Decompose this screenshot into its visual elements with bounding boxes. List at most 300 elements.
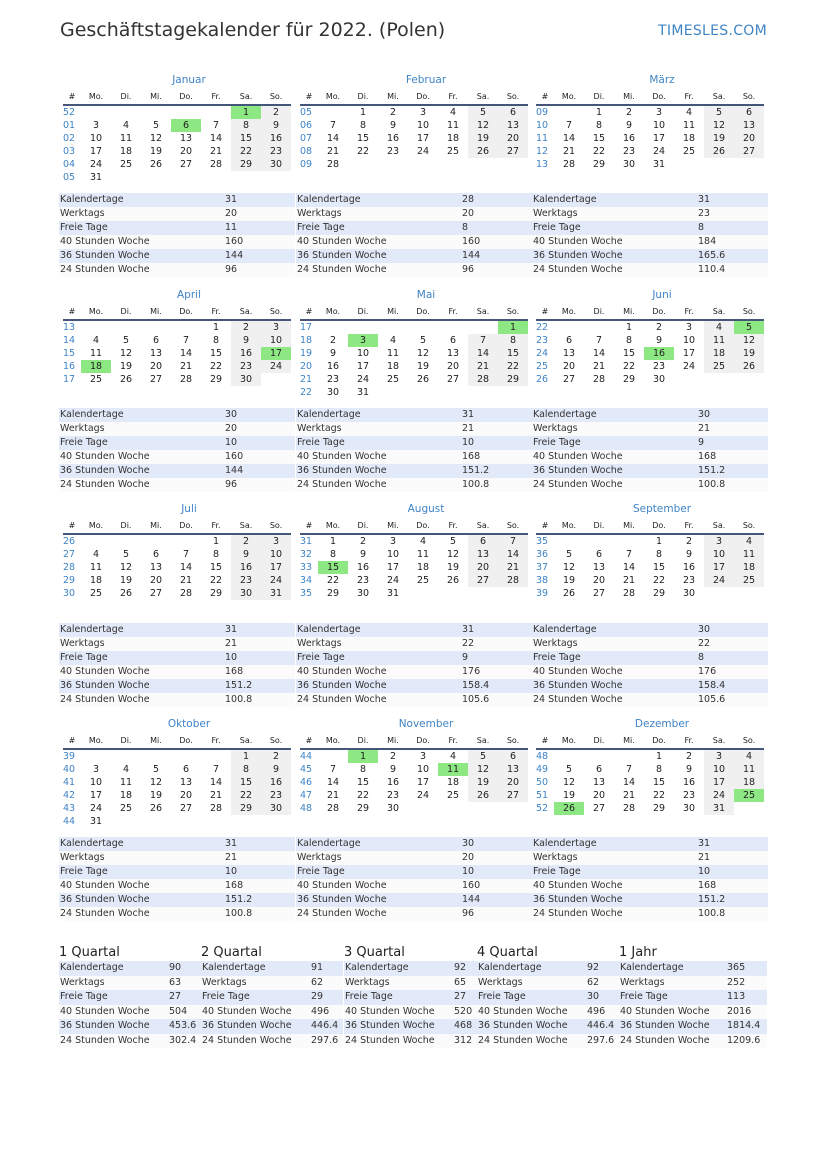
day-cell[interactable]: 21 xyxy=(209,146,223,157)
day-cell[interactable]: 18 xyxy=(446,133,460,144)
day-cell[interactable]: 21 xyxy=(326,146,340,157)
day-cell[interactable]: 26 xyxy=(562,588,576,599)
day-cell[interactable]: 1 xyxy=(655,536,663,547)
day-cell[interactable]: 20 xyxy=(734,132,764,145)
holiday-cell[interactable]: 5 xyxy=(734,320,764,334)
day-cell[interactable]: 26 xyxy=(149,803,163,814)
day-cell[interactable]: 13 xyxy=(179,133,193,144)
day-cell[interactable]: 12 xyxy=(468,763,498,776)
day-cell[interactable]: 28 xyxy=(562,159,576,170)
day-cell[interactable]: 30 xyxy=(682,803,696,814)
day-cell[interactable]: 10 xyxy=(89,133,103,144)
day-cell[interactable]: 6 xyxy=(449,335,457,346)
day-cell[interactable]: 11 xyxy=(446,120,460,131)
day-cell[interactable]: 28 xyxy=(622,588,636,599)
holiday-cell[interactable]: 3 xyxy=(348,334,378,347)
day-cell[interactable]: 8 xyxy=(212,335,220,346)
day-cell[interactable]: 31 xyxy=(652,159,666,170)
day-cell[interactable]: 21 xyxy=(209,790,223,801)
day-cell[interactable]: 9 xyxy=(685,764,693,775)
day-cell[interactable]: 11 xyxy=(734,548,764,561)
day-cell[interactable]: 4 xyxy=(92,549,100,560)
day-cell[interactable]: 2 xyxy=(329,335,337,346)
day-cell[interactable]: 29 xyxy=(209,588,223,599)
day-cell[interactable]: 9 xyxy=(685,549,693,560)
day-cell[interactable]: 17 xyxy=(416,133,430,144)
day-cell[interactable]: 29 xyxy=(652,588,666,599)
day-cell[interactable]: 5 xyxy=(122,549,130,560)
day-cell[interactable]: 6 xyxy=(595,549,603,560)
day-cell[interactable]: 28 xyxy=(326,803,340,814)
day-cell[interactable]: 5 xyxy=(449,536,457,547)
day-cell[interactable]: 5 xyxy=(704,105,734,119)
day-cell[interactable]: 2 xyxy=(359,536,367,547)
day-cell[interactable]: 12 xyxy=(446,549,460,560)
day-cell[interactable]: 7 xyxy=(468,334,498,347)
day-cell[interactable]: 30 xyxy=(261,802,291,815)
day-cell[interactable]: 22 xyxy=(652,790,666,801)
day-cell[interactable]: 19 xyxy=(149,790,163,801)
day-cell[interactable]: 28 xyxy=(179,374,193,385)
day-cell[interactable]: 2 xyxy=(625,107,633,118)
day-cell[interactable]: 13 xyxy=(498,763,528,776)
day-cell[interactable]: 1 xyxy=(329,536,337,547)
day-cell[interactable]: 13 xyxy=(498,119,528,132)
day-cell[interactable]: 8 xyxy=(231,119,261,132)
day-cell[interactable]: 29 xyxy=(326,588,340,599)
day-cell[interactable]: 20 xyxy=(179,790,193,801)
day-cell[interactable]: 17 xyxy=(682,348,696,359)
day-cell[interactable]: 7 xyxy=(625,764,633,775)
day-cell[interactable]: 15 xyxy=(592,133,606,144)
day-cell[interactable]: 11 xyxy=(416,549,430,560)
holiday-cell[interactable]: 15 xyxy=(318,561,348,574)
day-cell[interactable]: 9 xyxy=(389,764,397,775)
day-cell[interactable]: 18 xyxy=(89,575,103,586)
day-cell[interactable]: 20 xyxy=(562,361,576,372)
day-cell[interactable]: 25 xyxy=(682,146,696,157)
day-cell[interactable]: 7 xyxy=(182,549,190,560)
day-cell[interactable]: 4 xyxy=(734,534,764,548)
holiday-cell[interactable]: 1 xyxy=(231,105,261,119)
day-cell[interactable]: 17 xyxy=(416,777,430,788)
day-cell[interactable]: 25 xyxy=(446,790,460,801)
day-cell[interactable]: 21 xyxy=(179,361,193,372)
day-cell[interactable]: 17 xyxy=(89,146,103,157)
holiday-cell[interactable]: 17 xyxy=(261,347,291,360)
day-cell[interactable]: 7 xyxy=(625,549,633,560)
day-cell[interactable]: 1 xyxy=(595,107,603,118)
day-cell[interactable]: 24 xyxy=(416,146,430,157)
day-cell[interactable]: 22 xyxy=(209,575,223,586)
day-cell[interactable]: 14 xyxy=(209,777,223,788)
day-cell[interactable]: 30 xyxy=(261,158,291,171)
day-cell[interactable]: 2 xyxy=(685,536,693,547)
day-cell[interactable]: 20 xyxy=(179,146,193,157)
day-cell[interactable]: 17 xyxy=(89,790,103,801)
day-cell[interactable]: 29 xyxy=(622,374,636,385)
day-cell[interactable]: 13 xyxy=(734,119,764,132)
day-cell[interactable]: 13 xyxy=(468,548,498,561)
day-cell[interactable]: 5 xyxy=(565,764,573,775)
day-cell[interactable]: 18 xyxy=(119,790,133,801)
day-cell[interactable]: 8 xyxy=(329,549,337,560)
day-cell[interactable]: 12 xyxy=(416,348,430,359)
day-cell[interactable]: 27 xyxy=(734,145,764,158)
day-cell[interactable]: 19 xyxy=(704,132,734,145)
day-cell[interactable]: 28 xyxy=(209,159,223,170)
day-cell[interactable]: 29 xyxy=(209,374,223,385)
day-cell[interactable]: 14 xyxy=(622,562,636,573)
day-cell[interactable]: 3 xyxy=(704,749,734,763)
day-cell[interactable]: 14 xyxy=(622,777,636,788)
day-cell[interactable]: 10 xyxy=(704,763,734,776)
day-cell[interactable]: 21 xyxy=(468,360,498,373)
day-cell[interactable]: 12 xyxy=(119,348,133,359)
day-cell[interactable]: 2 xyxy=(389,107,397,118)
day-cell[interactable]: 27 xyxy=(562,374,576,385)
day-cell[interactable]: 20 xyxy=(149,575,163,586)
day-cell[interactable]: 28 xyxy=(209,803,223,814)
day-cell[interactable]: 15 xyxy=(356,133,370,144)
day-cell[interactable]: 24 xyxy=(652,146,666,157)
day-cell[interactable]: 15 xyxy=(231,132,261,145)
day-cell[interactable]: 28 xyxy=(592,374,606,385)
day-cell[interactable]: 4 xyxy=(734,749,764,763)
day-cell[interactable]: 17 xyxy=(704,561,734,574)
day-cell[interactable]: 18 xyxy=(734,561,764,574)
day-cell[interactable]: 5 xyxy=(122,335,130,346)
day-cell[interactable]: 2 xyxy=(261,105,291,119)
day-cell[interactable]: 1 xyxy=(231,749,261,763)
day-cell[interactable]: 24 xyxy=(356,374,370,385)
day-cell[interactable]: 29 xyxy=(498,373,528,386)
day-cell[interactable]: 13 xyxy=(149,562,163,573)
day-cell[interactable]: 15 xyxy=(356,777,370,788)
day-cell[interactable]: 29 xyxy=(231,802,261,815)
day-cell[interactable]: 24 xyxy=(704,789,734,802)
day-cell[interactable]: 4 xyxy=(449,751,457,762)
day-cell[interactable]: 10 xyxy=(89,777,103,788)
day-cell[interactable]: 3 xyxy=(92,764,100,775)
day-cell[interactable]: 19 xyxy=(446,562,460,573)
day-cell[interactable]: 11 xyxy=(119,777,133,788)
day-cell[interactable]: 17 xyxy=(704,776,734,789)
day-cell[interactable]: 27 xyxy=(468,574,498,587)
day-cell[interactable]: 20 xyxy=(592,575,606,586)
day-cell[interactable]: 26 xyxy=(468,145,498,158)
day-cell[interactable]: 11 xyxy=(89,348,103,359)
day-cell[interactable]: 16 xyxy=(682,777,696,788)
day-cell[interactable]: 30 xyxy=(682,588,696,599)
day-cell[interactable]: 15 xyxy=(209,562,223,573)
day-cell[interactable]: 9 xyxy=(231,548,261,561)
day-cell[interactable]: 31 xyxy=(89,816,103,827)
day-cell[interactable]: 28 xyxy=(622,803,636,814)
day-cell[interactable]: 6 xyxy=(595,764,603,775)
day-cell[interactable]: 23 xyxy=(326,374,340,385)
day-cell[interactable]: 3 xyxy=(92,120,100,131)
day-cell[interactable]: 20 xyxy=(498,132,528,145)
day-cell[interactable]: 10 xyxy=(261,548,291,561)
day-cell[interactable]: 26 xyxy=(734,360,764,373)
day-cell[interactable]: 11 xyxy=(386,348,400,359)
day-cell[interactable]: 22 xyxy=(356,146,370,157)
day-cell[interactable]: 23 xyxy=(261,789,291,802)
day-cell[interactable]: 15 xyxy=(498,347,528,360)
day-cell[interactable]: 1 xyxy=(625,322,633,333)
day-cell[interactable]: 25 xyxy=(89,374,103,385)
day-cell[interactable]: 3 xyxy=(261,534,291,548)
holiday-cell[interactable]: 26 xyxy=(554,802,584,815)
day-cell[interactable]: 6 xyxy=(734,105,764,119)
day-cell[interactable]: 8 xyxy=(655,549,663,560)
day-cell[interactable]: 16 xyxy=(261,776,291,789)
day-cell[interactable]: 25 xyxy=(446,146,460,157)
day-cell[interactable]: 19 xyxy=(149,146,163,157)
day-cell[interactable]: 21 xyxy=(592,361,606,372)
day-cell[interactable]: 27 xyxy=(498,145,528,158)
day-cell[interactable]: 10 xyxy=(416,120,430,131)
day-cell[interactable]: 31 xyxy=(89,172,103,183)
day-cell[interactable]: 26 xyxy=(149,159,163,170)
day-cell[interactable]: 31 xyxy=(261,587,291,600)
day-cell[interactable]: 17 xyxy=(652,133,666,144)
day-cell[interactable]: 25 xyxy=(416,575,430,586)
day-cell[interactable]: 8 xyxy=(359,764,367,775)
day-cell[interactable]: 7 xyxy=(595,335,603,346)
day-cell[interactable]: 5 xyxy=(565,549,573,560)
day-cell[interactable]: 10 xyxy=(386,549,400,560)
day-cell[interactable]: 31 xyxy=(704,802,734,815)
day-cell[interactable]: 24 xyxy=(261,574,291,587)
day-cell[interactable]: 10 xyxy=(356,348,370,359)
day-cell[interactable]: 20 xyxy=(498,776,528,789)
day-cell[interactable]: 8 xyxy=(595,120,603,131)
day-cell[interactable]: 14 xyxy=(179,562,193,573)
day-cell[interactable]: 19 xyxy=(119,361,133,372)
day-cell[interactable]: 1 xyxy=(655,751,663,762)
day-cell[interactable]: 1 xyxy=(212,322,220,333)
day-cell[interactable]: 6 xyxy=(182,764,190,775)
day-cell[interactable]: 6 xyxy=(152,335,160,346)
day-cell[interactable]: 12 xyxy=(562,777,576,788)
day-cell[interactable]: 12 xyxy=(119,562,133,573)
day-cell[interactable]: 18 xyxy=(446,777,460,788)
day-cell[interactable]: 14 xyxy=(592,348,606,359)
day-cell[interactable]: 29 xyxy=(356,803,370,814)
day-cell[interactable]: 27 xyxy=(179,803,193,814)
day-cell[interactable]: 7 xyxy=(498,534,528,548)
day-cell[interactable]: 21 xyxy=(326,790,340,801)
day-cell[interactable]: 27 xyxy=(179,159,193,170)
day-cell[interactable]: 24 xyxy=(89,159,103,170)
day-cell[interactable]: 13 xyxy=(592,777,606,788)
day-cell[interactable]: 6 xyxy=(498,105,528,119)
day-cell[interactable]: 7 xyxy=(329,120,337,131)
day-cell[interactable]: 4 xyxy=(122,764,130,775)
day-cell[interactable]: 7 xyxy=(212,764,220,775)
day-cell[interactable]: 8 xyxy=(655,764,663,775)
day-cell[interactable]: 31 xyxy=(386,588,400,599)
day-cell[interactable]: 9 xyxy=(329,348,337,359)
day-cell[interactable]: 19 xyxy=(468,776,498,789)
day-cell[interactable]: 23 xyxy=(386,790,400,801)
day-cell[interactable]: 25 xyxy=(704,360,734,373)
day-cell[interactable]: 22 xyxy=(326,575,340,586)
day-cell[interactable]: 3 xyxy=(655,107,663,118)
day-cell[interactable]: 26 xyxy=(446,575,460,586)
day-cell[interactable]: 3 xyxy=(261,320,291,334)
day-cell[interactable]: 4 xyxy=(449,107,457,118)
day-cell[interactable]: 12 xyxy=(468,119,498,132)
day-cell[interactable]: 16 xyxy=(682,562,696,573)
day-cell[interactable]: 27 xyxy=(446,374,460,385)
holiday-cell[interactable]: 25 xyxy=(734,789,764,802)
day-cell[interactable]: 22 xyxy=(231,145,261,158)
holiday-cell[interactable]: 16 xyxy=(644,347,674,360)
day-cell[interactable]: 12 xyxy=(149,777,163,788)
day-cell[interactable]: 16 xyxy=(386,777,400,788)
holiday-cell[interactable]: 6 xyxy=(171,119,201,132)
day-cell[interactable]: 29 xyxy=(231,158,261,171)
day-cell[interactable]: 27 xyxy=(592,803,606,814)
day-cell[interactable]: 6 xyxy=(565,335,573,346)
day-cell[interactable]: 18 xyxy=(386,361,400,372)
day-cell[interactable]: 24 xyxy=(704,574,734,587)
day-cell[interactable]: 7 xyxy=(212,120,220,131)
day-cell[interactable]: 10 xyxy=(652,120,666,131)
day-cell[interactable]: 14 xyxy=(326,777,340,788)
day-cell[interactable]: 13 xyxy=(446,348,460,359)
day-cell[interactable]: 22 xyxy=(652,575,666,586)
day-cell[interactable]: 30 xyxy=(386,803,400,814)
day-cell[interactable]: 19 xyxy=(468,132,498,145)
day-cell[interactable]: 6 xyxy=(498,749,528,763)
day-cell[interactable]: 23 xyxy=(622,146,636,157)
day-cell[interactable]: 20 xyxy=(468,561,498,574)
day-cell[interactable]: 17 xyxy=(356,361,370,372)
day-cell[interactable]: 11 xyxy=(89,562,103,573)
day-cell[interactable]: 14 xyxy=(209,133,223,144)
day-cell[interactable]: 23 xyxy=(682,790,696,801)
day-cell[interactable]: 9 xyxy=(261,119,291,132)
day-cell[interactable]: 22 xyxy=(209,361,223,372)
day-cell[interactable]: 17 xyxy=(261,561,291,574)
day-cell[interactable]: 11 xyxy=(734,763,764,776)
day-cell[interactable]: 30 xyxy=(622,159,636,170)
day-cell[interactable]: 25 xyxy=(89,588,103,599)
day-cell[interactable]: 27 xyxy=(498,789,528,802)
day-cell[interactable]: 9 xyxy=(261,763,291,776)
day-cell[interactable]: 30 xyxy=(356,588,370,599)
day-cell[interactable]: 11 xyxy=(704,334,734,347)
day-cell[interactable]: 11 xyxy=(682,120,696,131)
day-cell[interactable]: 24 xyxy=(89,803,103,814)
day-cell[interactable]: 4 xyxy=(419,536,427,547)
day-cell[interactable]: 2 xyxy=(261,749,291,763)
day-cell[interactable]: 5 xyxy=(152,764,160,775)
day-cell[interactable]: 24 xyxy=(416,790,430,801)
day-cell[interactable]: 13 xyxy=(179,777,193,788)
day-cell[interactable]: 14 xyxy=(179,348,193,359)
day-cell[interactable]: 30 xyxy=(326,387,340,398)
day-cell[interactable]: 13 xyxy=(592,562,606,573)
day-cell[interactable]: 12 xyxy=(734,334,764,347)
day-cell[interactable]: 22 xyxy=(622,361,636,372)
day-cell[interactable]: 20 xyxy=(592,790,606,801)
day-cell[interactable]: 25 xyxy=(119,803,133,814)
day-cell[interactable]: 8 xyxy=(498,334,528,347)
day-cell[interactable]: 26 xyxy=(416,374,430,385)
day-cell[interactable]: 19 xyxy=(562,575,576,586)
day-cell[interactable]: 15 xyxy=(652,777,666,788)
day-cell[interactable]: 23 xyxy=(231,360,261,373)
day-cell[interactable]: 30 xyxy=(231,373,261,386)
day-cell[interactable]: 31 xyxy=(356,387,370,398)
day-cell[interactable]: 1 xyxy=(212,536,220,547)
day-cell[interactable]: 3 xyxy=(685,322,693,333)
day-cell[interactable]: 23 xyxy=(652,361,666,372)
day-cell[interactable]: 12 xyxy=(149,133,163,144)
day-cell[interactable]: 21 xyxy=(622,790,636,801)
day-cell[interactable]: 4 xyxy=(92,335,100,346)
day-cell[interactable]: 16 xyxy=(622,133,636,144)
day-cell[interactable]: 26 xyxy=(119,374,133,385)
day-cell[interactable]: 19 xyxy=(416,361,430,372)
day-cell[interactable]: 12 xyxy=(562,562,576,573)
day-cell[interactable]: 23 xyxy=(386,146,400,157)
day-cell[interactable]: 23 xyxy=(682,575,696,586)
day-cell[interactable]: 12 xyxy=(704,119,734,132)
day-cell[interactable]: 16 xyxy=(231,347,261,360)
day-cell[interactable]: 16 xyxy=(231,561,261,574)
day-cell[interactable]: 2 xyxy=(231,534,261,548)
day-cell[interactable]: 4 xyxy=(704,320,734,334)
day-cell[interactable]: 4 xyxy=(389,335,397,346)
day-cell[interactable]: 15 xyxy=(652,562,666,573)
day-cell[interactable]: 17 xyxy=(386,562,400,573)
day-cell[interactable]: 9 xyxy=(625,120,633,131)
day-cell[interactable]: 18 xyxy=(119,146,133,157)
day-cell[interactable]: 21 xyxy=(498,561,528,574)
day-cell[interactable]: 26 xyxy=(704,145,734,158)
day-cell[interactable]: 28 xyxy=(179,588,193,599)
day-cell[interactable]: 22 xyxy=(356,790,370,801)
day-cell[interactable]: 30 xyxy=(652,374,666,385)
day-cell[interactable]: 14 xyxy=(498,548,528,561)
day-cell[interactable]: 2 xyxy=(231,320,261,334)
day-cell[interactable]: 16 xyxy=(386,133,400,144)
day-cell[interactable]: 9 xyxy=(389,120,397,131)
day-cell[interactable]: 19 xyxy=(119,575,133,586)
day-cell[interactable]: 7 xyxy=(182,335,190,346)
day-cell[interactable]: 11 xyxy=(119,133,133,144)
day-cell[interactable]: 10 xyxy=(704,548,734,561)
day-cell[interactable]: 9 xyxy=(655,335,663,346)
day-cell[interactable]: 20 xyxy=(149,361,163,372)
day-cell[interactable]: 1 xyxy=(359,107,367,118)
day-cell[interactable]: 13 xyxy=(562,348,576,359)
day-cell[interactable]: 23 xyxy=(356,575,370,586)
day-cell[interactable]: 21 xyxy=(179,575,193,586)
day-cell[interactable]: 16 xyxy=(326,361,340,372)
day-cell[interactable]: 22 xyxy=(592,146,606,157)
day-cell[interactable]: 21 xyxy=(622,575,636,586)
day-cell[interactable]: 4 xyxy=(122,120,130,131)
brand-logo[interactable]: TIMESLES.COM xyxy=(658,23,767,39)
day-cell[interactable]: 19 xyxy=(562,790,576,801)
